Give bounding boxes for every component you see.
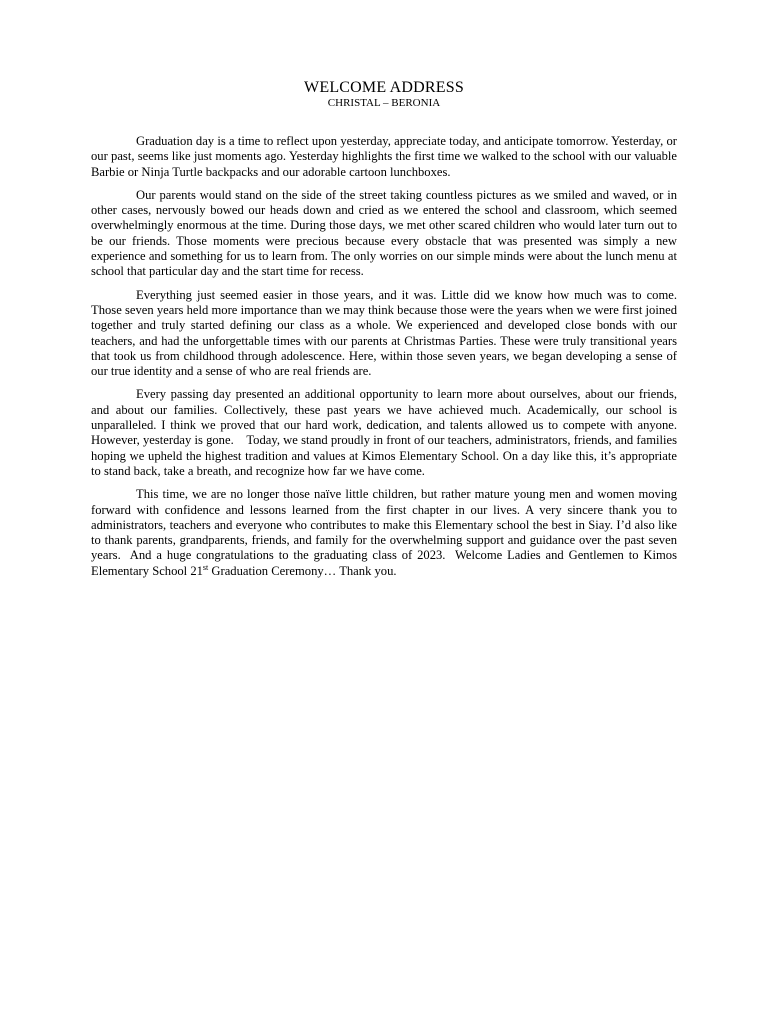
document-title: WELCOME ADDRESS — [304, 79, 464, 96]
ordinal-suffix: st — [202, 562, 209, 572]
paragraph-5 — [91, 487, 681, 579]
paragraph-5-text: This time, we are no longer those naïve little children, but rather mature young men and women moving forward with confidence and lessons learned from the first chapter in our lives. A very sincere thank you to administrators, teachers and everyone who contributes to make this Elementary school the best in Siay. I’d also like to thank parents, grandparents, friends, and family for the overwhelming support and guidance over the past seven years. And a huge congratulations to the graduating class of 2023. Welcome Ladies and Gentlemen to Kimos Elementary School 21 — [91, 487, 681, 578]
paragraph-2: Our parents would stand on the side of the street taking countless pictures as we smiled and waved, or in other cases, nervously bowed our heads down and cried as we entered the school and classroom, which seemed overwhelmingly enormous at the time. During those days, we met other scared children who would later turn out to be our friends. Those moments were precious because every obstacle that was presented was simply a new experience and something for us to learn from. The only worries on our simple minds were about the lunch menu at school that particular day and the start time for recess. — [91, 187, 677, 279]
paragraph-4: Every passing day presented an additional opportunity to learn more about ourselves, about our friends, and about our families. Collectively, these past years we have achieved much. Academically, our school is unparalleled. I think we proved that our hard work, dedication, and talents allowed us to compete with anyone. However, yesterday is gone. Today, we stand proudly in front of our teachers, administrators, friends, and families hoping we upheld the highest tradition and values at Kimos Elementary School. On a day like this, it’s appropriate to stand back, take a breath, and recognize how far we have come. — [91, 387, 681, 478]
paragraph-5-closing: Graduation Ceremony… Thank you. — [208, 563, 397, 578]
paragraph-3: Everything just seemed easier in those years, and it was. Little did we know how much was to come. Those seven years held more importance than we may think because those were the years when we were first joined together and truly started defining our class as a whole. We experienced and developed close bonds with our teachers, and had the unforgettable times with our parents at Christmas Parties. These were truly transitional years that took us from childhood through adolescence. Here, within those seven years, we began developing a sense of our true identity and a sense of who are real friends are. — [91, 287, 677, 379]
document-subtitle: CHRISTAL – BERONIA — [327, 97, 441, 109]
paragraph-1: Graduation day is a time to reflect upon yesterday, appreciate today, and anticipate tomorrow. Yesterday, or our past, seems like just moments ago. Yesterday highlights the first time we walked to the school with our valuable Barbie or Ninja Turtle backpacks and our adorable cartoon lunchboxes. — [91, 134, 677, 179]
document-page — [91, 78, 681, 587]
